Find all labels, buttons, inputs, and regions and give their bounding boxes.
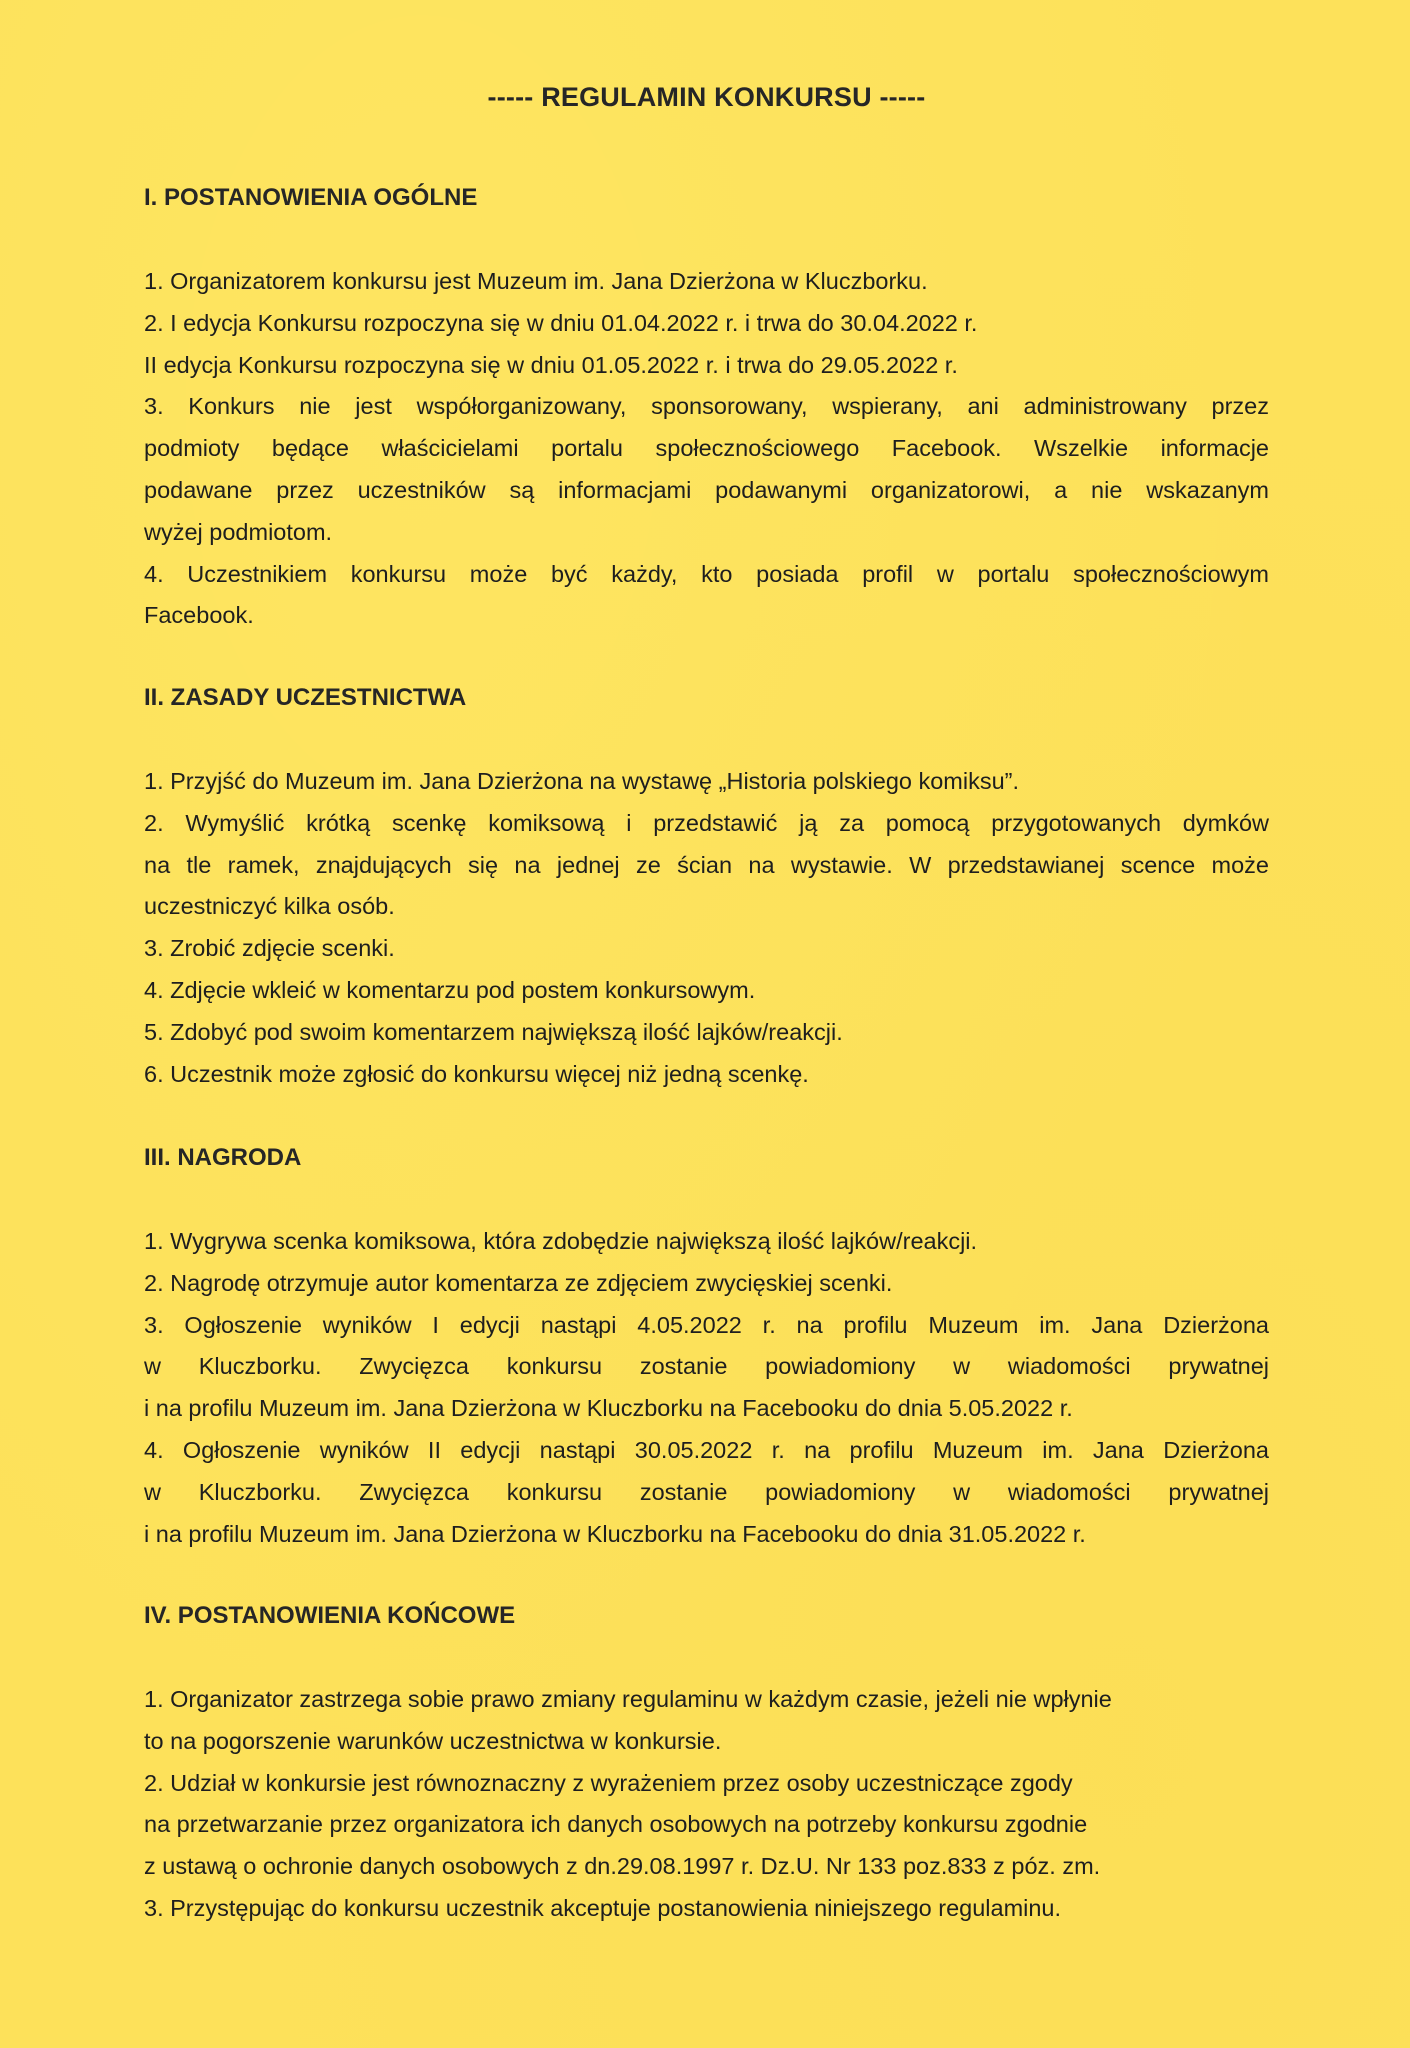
list-item [144, 261, 1269, 303]
list-item [144, 803, 1269, 928]
section-prize [144, 1137, 1269, 1555]
section-header: IV. POSTANOWIENIA KOŃCOWE [144, 1602, 516, 1629]
text-line: 2. Udział w konkursie jest równoznaczny z wyrażeniem przez osoby uczestniczące zgody [144, 1769, 1073, 1796]
text-line: 3. Ogłoszenie wyników I edycji nastąpi 4.05.2022 r. na profilu Muzeum im. Jana Dzierżona [144, 1311, 1269, 1338]
list-item [144, 1763, 1269, 1888]
section-items [144, 1679, 1269, 1930]
text-line: 4. Zdjęcie wkleić w komentarzu pod postem konkursowym. [144, 976, 756, 1003]
list-item [144, 1888, 1269, 1930]
section-items [144, 1221, 1269, 1555]
list-item [144, 1305, 1269, 1430]
list-item [144, 928, 1269, 970]
text-line: 2. Wymyślić krótką scenkę komiksową i przedstawić ją za pomocą przygotowanych dymków [144, 809, 1269, 836]
text-line: 6. Uczestnik może zgłosić do konkursu więcej niż jedną scenkę. [144, 1060, 809, 1087]
text-line: i na profilu Muzeum im. Jana Dzierżona w Kluczborku na Facebooku do dnia 5.05.2022 r. [144, 1395, 1073, 1422]
text-line: 2. I edycja Konkursu rozpoczyna się w dniu 01.04.2022 r. i trwa do 30.04.2022 r. [144, 309, 978, 336]
text-line: 1. Przyjść do Muzeum im. Jana Dzierżona na wystawę „Historia polskiego komiksu”. [144, 768, 1020, 794]
text-line: 2. Nagrodę otrzymuje autor komentarza ze zdjęciem zwycięskiej scenki. [144, 1269, 893, 1296]
text-line: 3. Zrobić zdjęcie scenki. [144, 935, 395, 962]
text-line: 5. Zdobyć pod swoim komentarzem największą ilość lajków/reakcji. [144, 1018, 843, 1045]
section-header: II. ZASADY UCZESTNICTWA [144, 684, 467, 711]
text-line: 3. Konkurs nie jest współorganizowany, sponsorowany, wspierany, ani administrowany przez [144, 393, 1269, 420]
text-line: 1. Wygrywa scenka komiksowa, która zdobędzie największą ilość lajków/reakcji. [144, 1228, 978, 1254]
text-line: II edycja Konkursu rozpoczyna się w dniu 01.05.2022 r. i trwa do 29.05.2022 r. [144, 351, 958, 378]
section-header: III. NAGRODA [144, 1144, 302, 1171]
text-line: wyżej podmiotom. [144, 518, 333, 545]
text-line: i na profilu Muzeum im. Jana Dzierżona w Kluczborku na Facebooku do dnia 31.05.2022 r. [144, 1520, 1086, 1547]
list-item [144, 1679, 1269, 1763]
list-item [144, 1430, 1269, 1555]
list-item [144, 303, 1269, 387]
section-items [144, 761, 1269, 1095]
section-general-provisions [144, 177, 1269, 637]
list-item [144, 761, 1269, 803]
text-line: w Kluczborku. Zwycięzca konkursu zostanie powiadomiony w wiadomości prywatnej [144, 1353, 1269, 1380]
list-item [144, 970, 1269, 1012]
text-line: z ustawą o ochronie danych osobowych z dn.29.08.1997 r. Dz.U. Nr 133 poz.833 z póz. zm. [144, 1853, 1101, 1880]
section-items [144, 261, 1269, 637]
document-title: ----- REGULAMIN KONKURSU ----- [487, 82, 926, 112]
text-line: podmioty będące właścicielami portalu społecznościowego Facebook. Wszelkie informacje [144, 435, 1269, 462]
text-line: 1. Organizator zastrzega sobie prawo zmiany regulaminu w każdym czasie, jeżeli nie wpłynie [144, 1686, 1112, 1712]
text-line: na tle ramek, znajdujących się na jednej ze ścian na wystawie. W przedstawianej scence może [144, 851, 1269, 878]
list-item [144, 1054, 1269, 1096]
section-header: I. POSTANOWIENIA OGÓLNE [144, 184, 478, 211]
section-participation-rules [144, 677, 1269, 1095]
text-line: Facebook. [144, 602, 254, 629]
text-line: 3. Przystępując do konkursu uczestnik akceptuje postanowienia niniejszego regulaminu. [144, 1894, 1062, 1921]
list-item [144, 554, 1269, 638]
section-final-provisions [144, 1595, 1269, 1930]
text-line: to na pogorszenie warunków uczestnictwa w konkursie. [144, 1727, 722, 1754]
list-item [144, 386, 1269, 553]
text-line: 1. Organizatorem konkursu jest Muzeum im. Jana Dzierżona w Kluczborku. [144, 268, 928, 294]
text-line: 4. Ogłoszenie wyników II edycji nastąpi 30.05.2022 r. na profilu Muzeum im. Jana Dzierżona [144, 1436, 1269, 1463]
list-item [144, 1263, 1269, 1305]
text-line: 4. Uczestnikiem konkursu może być każdy, kto posiada profil w portalu społecznościowym [144, 560, 1269, 587]
text-line: podawane przez uczestników są informacjami podawanymi organizatorowi, a nie wskazanym [144, 476, 1269, 503]
text-line: uczestniczyć kilka osób. [144, 893, 395, 920]
text-line: w Kluczborku. Zwycięzca konkursu zostanie powiadomiony w wiadomości prywatnej [144, 1478, 1269, 1505]
list-item [144, 1012, 1269, 1054]
list-item [144, 1221, 1269, 1263]
text-line: na przetwarzanie przez organizatora ich danych osobowych na potrzeby konkursu zgodnie [144, 1811, 1088, 1838]
